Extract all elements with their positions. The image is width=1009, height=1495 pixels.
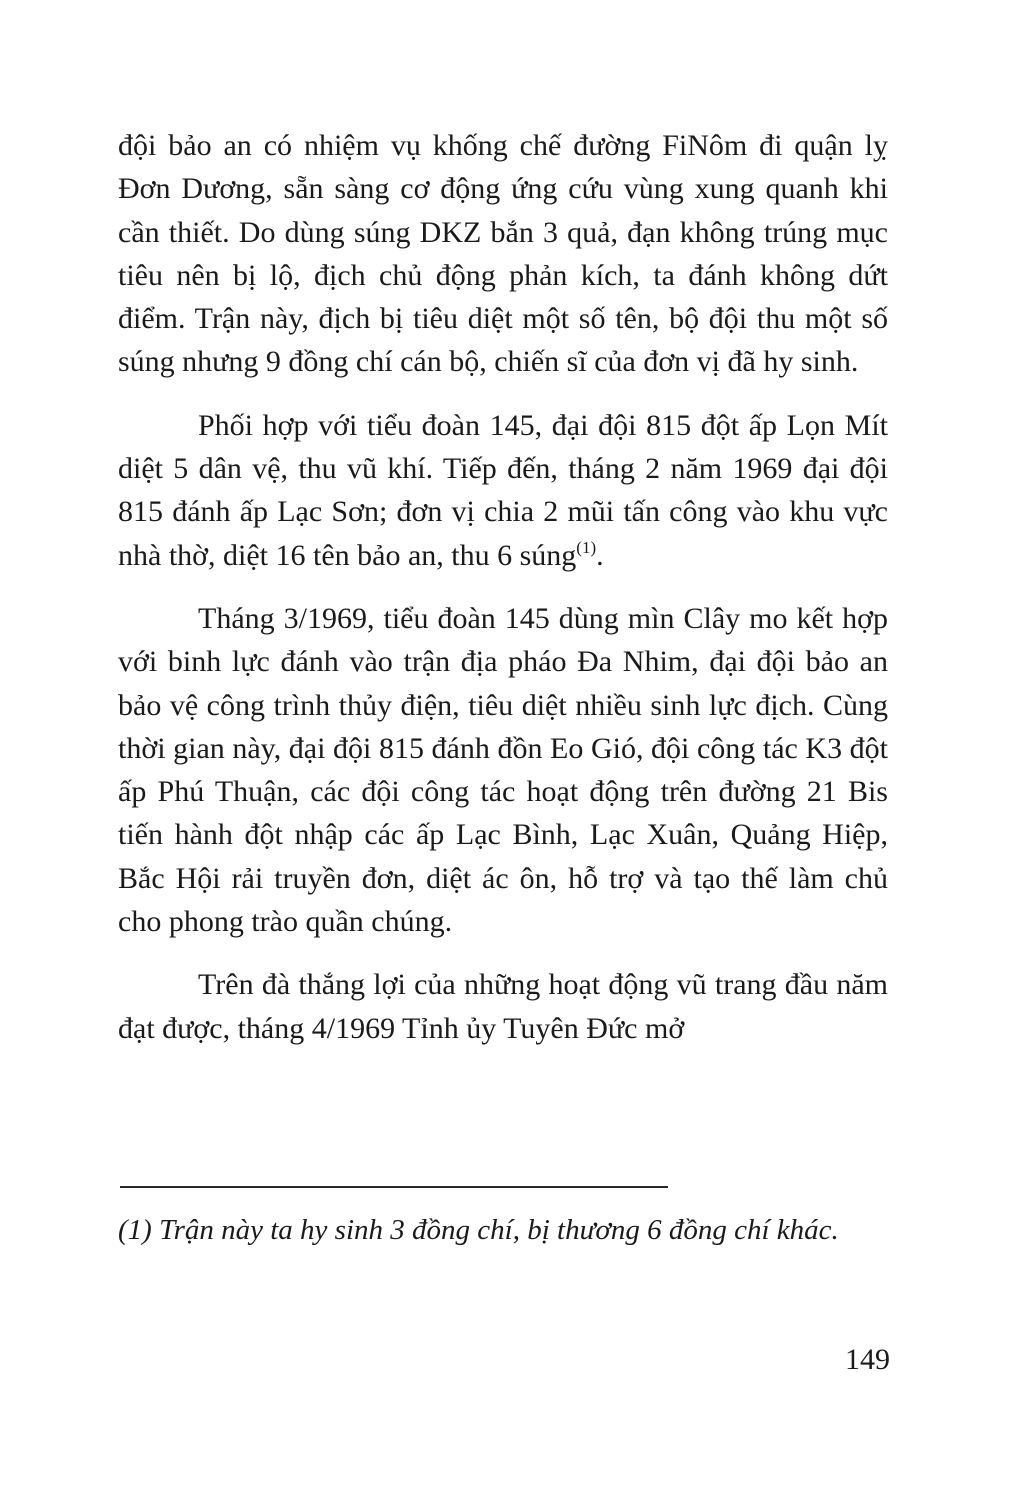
- footnote-reference: (1): [576, 537, 597, 557]
- body-text: [118, 124, 888, 1070]
- paragraph-2-text: Phối hợp với tiểu đoàn 145, đại đội 815 đột ấp Lọn Mít diệt 5 dân vệ, thu vũ khí. Tiếp đến, tháng 2 năm 1969 đại đội 815 đánh ấp Lạc Sơn; đơn vị chia 2 mũi tấn công vào khu vực nhà thờ, diệt 16 tên bảo an, thu 6 súng: [118, 408, 888, 572]
- footnote: (1) Trận này ta hy sinh 3 đồng chí, bị thương 6 đồng chí khác.: [118, 1214, 839, 1246]
- page-number: 149: [845, 1343, 890, 1376]
- paragraph-4: Trên đà thắng lợi của những hoạt động vũ trang đầu năm đạt được, tháng 4/1969 Tỉnh ủy Tuyên Đức mở: [118, 968, 888, 1045]
- paragraph-3: Tháng 3/1969, tiểu đoàn 145 dùng mìn Clây mo kết hợp với binh lực đánh vào trận địa pháo Đa Nhim, đại đội bảo an bảo vệ công trình thủy điện, tiêu diệt nhiều sinh lực địch. Cùng thời gian này, đại đội 815 đánh đồn Eo Gió, đội công tác K3 đột ấp Phú Thuận, các đội công tác hoạt động trên đường 21 Bis tiến hành đột nhập các ấp Lạc Bình, Lạc Xuân, Quảng Hiệp, Bắc Hội rải truyền đơn, diệt ác ôn, hỗ trợ và tạo thế làm chủ cho phong trào quần chúng.: [118, 601, 888, 939]
- paragraph-2-end: .: [596, 538, 604, 572]
- paragraph-1: đội bảo an có nhiệm vụ khống chế đường FiNôm đi quận lỵ Đơn Dương, sẵn sàng cơ động ứng cứu vùng xung quanh khi cần thiết. Do dùng súng DKZ bắn 3 quả, đạn không trúng mục tiêu nên bị lộ, địch chủ động phản kích, ta đánh không dứt điểm. Trận này, địch bị tiêu diệt một số tên, bộ đội thu một số súng nhưng 9 đồng chí cán bộ, chiến sĩ của đơn vị đã hy sinh.: [118, 129, 888, 379]
- paragraph-2: [118, 404, 888, 577]
- footnote-divider: [120, 1186, 668, 1188]
